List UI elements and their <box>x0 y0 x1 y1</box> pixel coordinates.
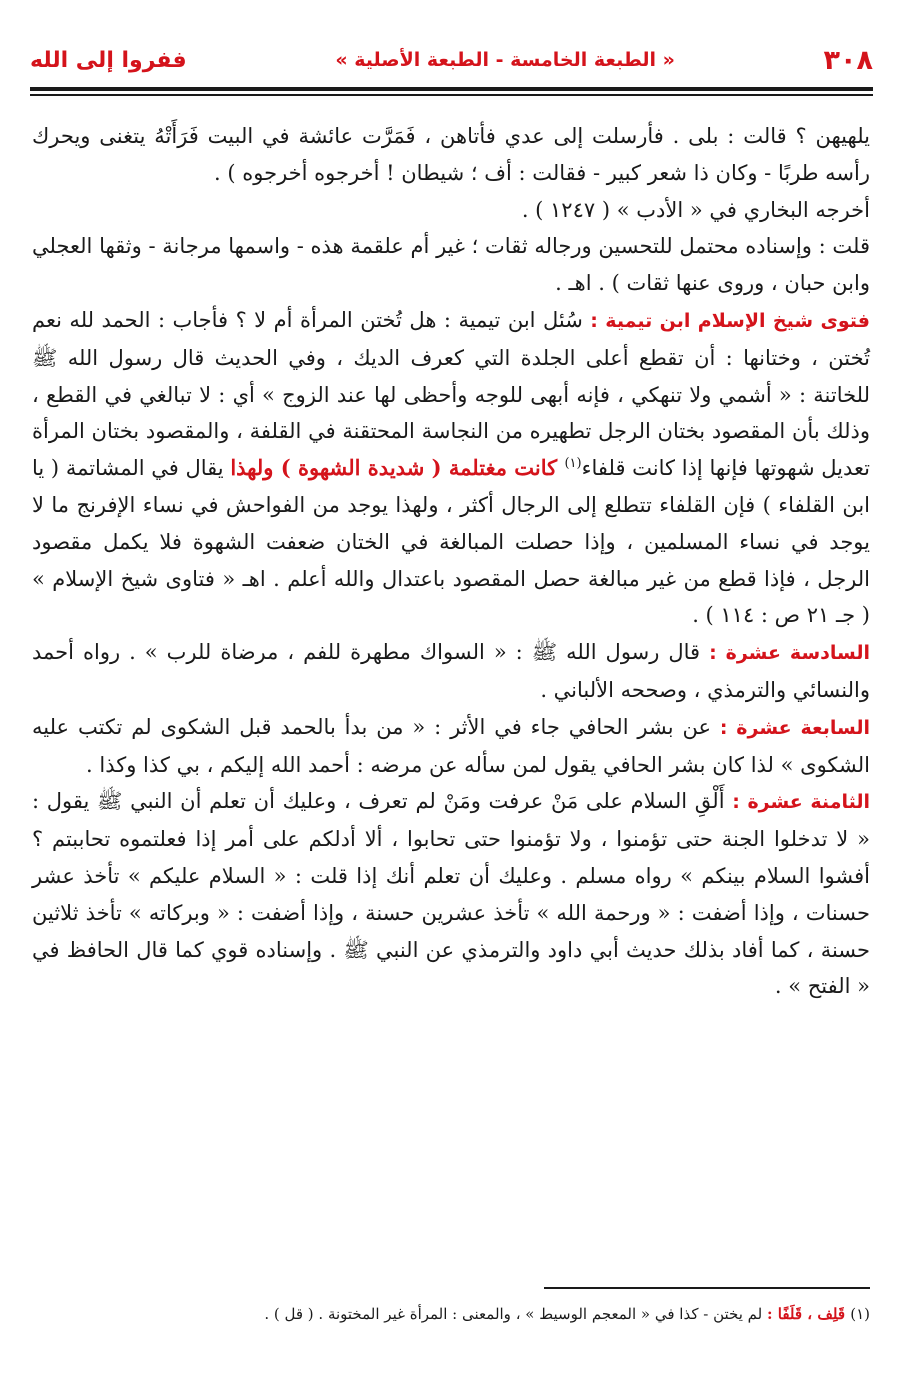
footnote-divider <box>544 1287 870 1289</box>
paragraph-hadith-continuation: يلهيهن ؟ قالت : بلى . فأرسلت إلى عدي فأتاهن ، فَمَرَّت عائشة في البيت فَرَأَتْهُ يتغنى ويحرك رأسه طربًا - وكان ذا شعر كبير - فقالت : أف ؛ شيطان ! أخرجوه أخرجوه ) . <box>32 124 870 185</box>
footnote-term: قَلِف ، قَلَفًا : <box>766 1305 851 1323</box>
edition-label: « الطبعة الخامسة - الطبعة الأصلية » <box>335 49 675 71</box>
running-header <box>30 40 873 80</box>
paragraph-eighteenth <box>32 783 870 1005</box>
paragraph-takhrij: أخرجه البخاري في « الأدب » ( ١٢٤٧ ) . <box>521 197 870 222</box>
header-rule-thin <box>30 94 873 96</box>
paragraph-fatwa <box>32 302 870 634</box>
fatwa-text-part2: يقال في المشاتمة ( يا ابن القلفاء ) فإن القلفاء تتطلع إلى الرجال أكثر ، ولهذا يوجد من الفواحش في نساء الإفرنج ما لا يوجد في نساء المسلمين ، وإذا حصلت المبالغة في الختان ضعفت الشهوة فلا يكمل مقصود الرجل ، فإذا قطع من غير مبالغة حصل المقصود باعتدال والله أعلم . اهـ « فتاوى شيخ الإسلام » ( جـ ٢١ ص : ١١٤ ) . <box>32 456 870 628</box>
header-rule-thick <box>30 87 873 91</box>
paragraph-isnad-note: قلت : وإسناده محتمل للتحسين ورجاله ثقات ؛ غير أم علقمة هذه - واسمها مرجانة - وثقها العجلي وابن حبان ، وروى عنها ثقات ) . اهـ . <box>32 234 870 296</box>
footnote <box>32 1303 870 1325</box>
seventeenth-text: عن بشر الحافي جاء في الأثر : « من بدأ بالحمد قبل الشكوى لم تكتب عليه الشكوى » لذا كان بشر الحافي يقول لمن سأله عن مرضه : أحمد الله إليكم ، بي كذا وكذا . <box>32 714 870 777</box>
sixteenth-text: قال رسول الله ﷺ : « السواك مطهرة للفم ، مرضاة للرب » . رواه أحمد والنسائي والترمذي ، وصححه الألباني . <box>32 640 870 702</box>
fatwa-highlight: كانت مغتلمة ( شديدة الشهوة ) ولهذا <box>230 455 565 481</box>
fatwa-heading: فتوى شيخ الإسلام ابن تيمية : <box>590 309 870 332</box>
page-number: ٣٠٨ <box>823 44 873 76</box>
footnote-text: لم يختن - كذا في « المعجم الوسيط » ، والمعنى : المرأة غير المختونة . ( قل ) . <box>264 1305 767 1323</box>
fatwa-text-part1: سُئل ابن تيمية : هل تُختن المرأة أم لا ؟ فأجاب : الحمد لله نعم تُختن ، وختانها : أن تقطع أعلى الجلدة التي كعرف الديك ، وفي الحديث قال رسول الله ﷺ للخاتنة : « أشمي ولا تنهكي ، فإنه أبهى للوجه وأحظى لها عند الزوج » أي : لا تبالغي في القطع ، وذلك بأن المقصود بختان الرجل تطهيره من النجاسة المحتقنة في القلفة ، والمقصود بختان المرأة تعديل شهوتها فإنها إذا كانت قلفاء <box>32 307 870 481</box>
seventeenth-heading: السابعة عشرة : <box>719 716 870 739</box>
sixteenth-heading: السادسة عشرة : <box>709 642 871 665</box>
eighteenth-heading: الثامنة عشرة : <box>732 791 870 814</box>
eighteenth-text: أَلْقِ السلام على مَنْ عرفت ومَنْ لم تعرف ، وعليك أن تعلم أن النبي ﷺ يقول : « لا تدخلوا الجنة حتى تؤمنوا ، ولا تؤمنوا حتى تحابوا ، ألا أدلكم على أمر إذا فعلتموه تحاببتم ؟ أفشوا السلام بينكم » رواه مسلم . وعليك أن تعلم أنك إذا قلت : « السلام عليكم » تأخذ عشر حسنات ، وإذا أضفت : « ورحمة الله » تأخذ عشرين حسنة ، وإذا أضفت : « وبركاته » تأخذ ثلاثين حسنة ، كما أفاد بذلك حديث أبي داود والترمذي عن النبي ﷺ . وإسناده قوي كما قال الحافظ في « الفتح » . <box>32 789 870 999</box>
footnote-number: (١) <box>850 1305 870 1323</box>
paragraph-sixteenth <box>32 634 870 709</box>
main-text <box>32 118 870 1005</box>
footnote-reference: (١) <box>564 456 582 472</box>
book-title: ففروا إلى الله <box>30 47 187 73</box>
paragraph-seventeenth <box>32 709 870 784</box>
